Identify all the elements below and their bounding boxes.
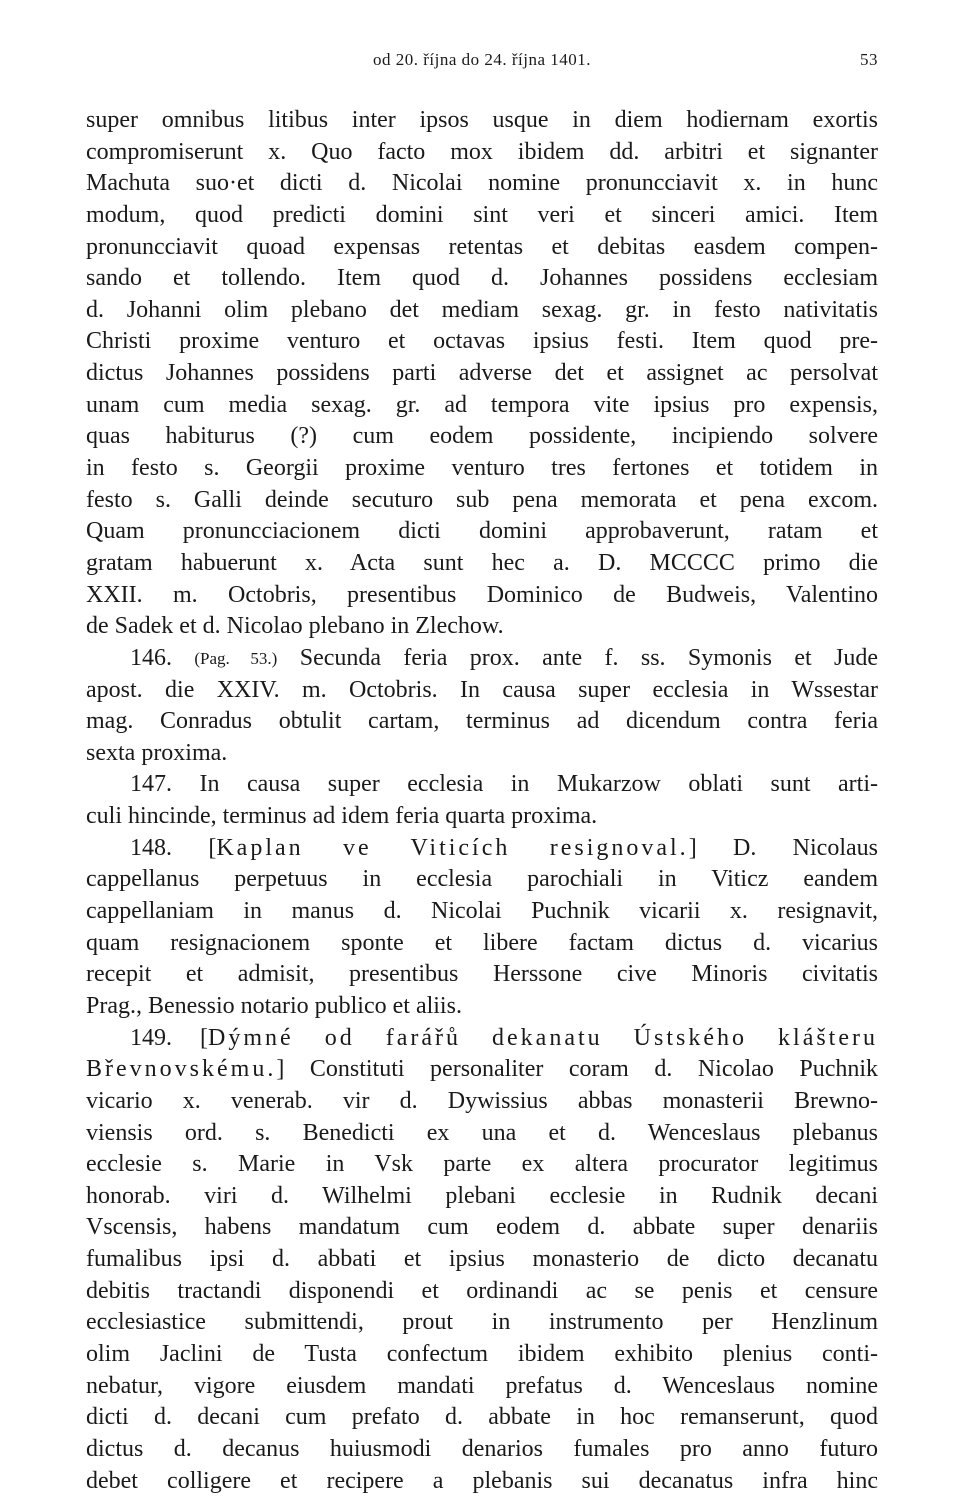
entry-number: 148. <box>130 834 172 861</box>
entry-heading: Dýmné od farářů dekanatu Ústského klášteru <box>208 1024 878 1051</box>
text-line: debet colligere et recipere a plebanis sui decanatus infra hinc <box>86 1467 878 1494</box>
text-line: ecclesiastice submittendi, prout in instrumento per Henzlinum <box>86 1309 878 1336</box>
entry-number: 149. <box>130 1024 172 1051</box>
text-line: mag. Conradus obtulit cartam, terminus ad dicendum contra feria <box>86 708 878 735</box>
text-line: sexta proxima. <box>86 739 228 766</box>
text-line: de Sadek et d. Nicolao plebano in Zlechow. <box>86 613 504 640</box>
text-line: cappellanus perpetuus in ecclesia parochiali in Viticz eandem <box>86 866 878 893</box>
text-line: quas habiturus (?) cum eodem possidente, incipiendo solvere <box>86 423 878 450</box>
text-line: honorab. viri d. Wilhelmi plebani ecclesie in Rudnik decani <box>86 1182 878 1209</box>
text-line: cappellaniam in manus d. Nicolai Puchnik vicarii x. resignavit, <box>86 898 878 925</box>
entry-number: 146. <box>130 644 172 671</box>
page-number: 53 <box>860 50 878 69</box>
text-segment: D. Nicolaus <box>733 834 878 861</box>
text-line: culi hincinde, terminus ad idem feria quarta proxima. <box>86 803 598 830</box>
text-line: Machuta suo·et dicti d. Nicolai nomine pronuncciavit x. in hunc <box>86 170 878 197</box>
text-line: sando et tollendo. Item quod d. Johannes possidens ecclesiam <box>86 265 878 292</box>
bracket-close: ] <box>688 834 697 861</box>
text-line: olim Jaclini de Tusta confectum ibidem exhibito plenius conti- <box>86 1340 878 1367</box>
text-line: dicti d. decani cum prefato d. abbate in hoc remanserunt, quod <box>86 1404 878 1431</box>
text-line: Vscensis, habens mandatum cum eodem d. abbate super denariis <box>86 1214 878 1241</box>
text-line: XXII. m. Octobris, presentibus Dominico de Budweis, Valentino <box>86 581 878 608</box>
entry-148-first-line <box>86 833 878 865</box>
bracket-close: ] <box>276 1056 285 1083</box>
text-segment: Constituti personaliter coram d. Nicolao Puchnik <box>309 1056 879 1083</box>
entry-heading: Břevnovskému. <box>86 1056 277 1083</box>
text-line: ecclesie s. Marie in Vsk parte ex altera procurator legitimus <box>86 1151 878 1178</box>
text-line: unam cum media sexag. gr. ad tempora vite ipsius pro expensis, <box>86 391 878 418</box>
text-line: Prag., Benessio notario publico et aliis. <box>86 992 462 1019</box>
text-line: fumalibus ipsi d. abbati et ipsius monasterio de dicto decanatu <box>86 1246 878 1273</box>
running-title: od 20. října do 24. října 1401. <box>372 50 592 69</box>
page-header <box>86 50 878 74</box>
text-line: debitis tractandi disponendi et ordinandi ac se penis et censure <box>86 1277 878 1304</box>
text-line: Quam pronuncciacionem dicti domini approbaverunt, ratam et <box>86 518 878 545</box>
text-line: d. Johanni olim plebano det mediam sexag. gr. in festo nativitatis <box>86 296 878 323</box>
entry-heading: Kaplan ve Viticích resignoval. <box>216 834 689 861</box>
text-line: recepit et admisit, presentibus Herssone cive Minoris civitatis <box>86 961 878 988</box>
text-line: apost. die XXIV. m. Octobris. In causa super ecclesia in Wssestar <box>86 676 878 703</box>
text-line: quam resignacionem sponte et libere factam dictus d. vicarius <box>86 929 878 956</box>
text-line: vicario x. venerab. vir d. Dywissius abbas monasterii Brewno- <box>86 1087 878 1114</box>
body-text <box>86 105 878 1497</box>
entry-149-second-line <box>86 1054 878 1086</box>
entry-146-first-line <box>86 643 878 675</box>
text-line: viensis ord. s. Benedicti ex una et d. Wenceslaus plebanus <box>86 1119 878 1146</box>
text-line: Christi proxime venturo et octavas ipsius festi. Item quod pre- <box>86 328 878 355</box>
text-line: compromiserunt x. Quo facto mox ibidem dd. arbitri et signanter <box>86 138 878 165</box>
entry-147-first-line: 147. In causa super ecclesia in Mukarzow oblati sunt arti- <box>130 771 878 798</box>
text-line: gratam habuerunt x. Acta sunt hec a. D. MCCCC primo die <box>86 549 878 576</box>
text-line: modum, quod predicti domini sint veri et sinceri amici. Item <box>86 201 878 228</box>
text-segment: Secunda feria prox. ante f. ss. Symonis et Jude <box>299 644 879 671</box>
text-line: nebatur, vigore eiusdem mandati prefatus d. Wenceslaus nomine <box>86 1372 878 1399</box>
bracket-open: [ <box>200 1024 209 1051</box>
bracket-open: [ <box>208 834 217 861</box>
text-line: festo s. Galli deinde secuturo sub pena memorata et pena excom. <box>86 486 878 513</box>
text-line: in festo s. Georgii proxime venturo tres fertones et totidem in <box>86 455 878 482</box>
page-reference: (Pag. 53.) <box>194 648 278 668</box>
text-line: dictus d. decanus huiusmodi denarios fumales pro anno futuro <box>86 1435 878 1462</box>
text-line: dictus Johannes possidens parti adverse det et assignet ac persolvat <box>86 360 878 387</box>
text-line: super omnibus litibus inter ipsos usque in diem hodiernam exortis <box>86 107 878 133</box>
entry-149-first-line <box>86 1023 878 1055</box>
text-line: pronuncciavit quoad expensas retentas et debitas easdem compen- <box>86 233 878 260</box>
